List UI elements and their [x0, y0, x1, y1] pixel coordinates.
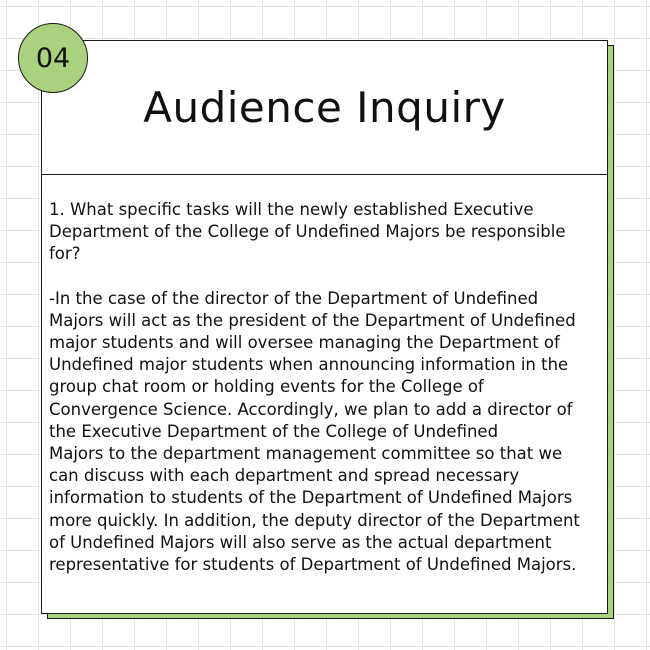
number-badge — [18, 23, 88, 93]
badge-number: 04 — [35, 42, 71, 74]
answer-text: -In the case of the director of the Department of Undefined Majors will act as the president of the Department of Undefined major students and will oversee managing the Department of Undefined major students when announcing information in the group chat room or holding events for the College of Convergence Science. Accordingly, we plan to add a director of the Executive Department of the College of Undefined Majors to the department management committee so that we can discuss with each department and spread necessary information to students of the Department of Undefined Majors more quickly. In addition, the deputy director of the Department of Undefined Majors will also serve as the actual department representative for students of Department of Undefined Majors. — [49, 288, 580, 575]
inquiry-card — [41, 40, 608, 614]
question-text: 1. What specific tasks will the newly established Executive Department of the College of Undefined Majors be responsible for? — [49, 200, 566, 264]
card-body — [49, 199, 605, 576]
card-header — [42, 41, 607, 175]
paragraph-gap — [49, 266, 605, 288]
page-title: Audience Inquiry — [143, 83, 506, 132]
